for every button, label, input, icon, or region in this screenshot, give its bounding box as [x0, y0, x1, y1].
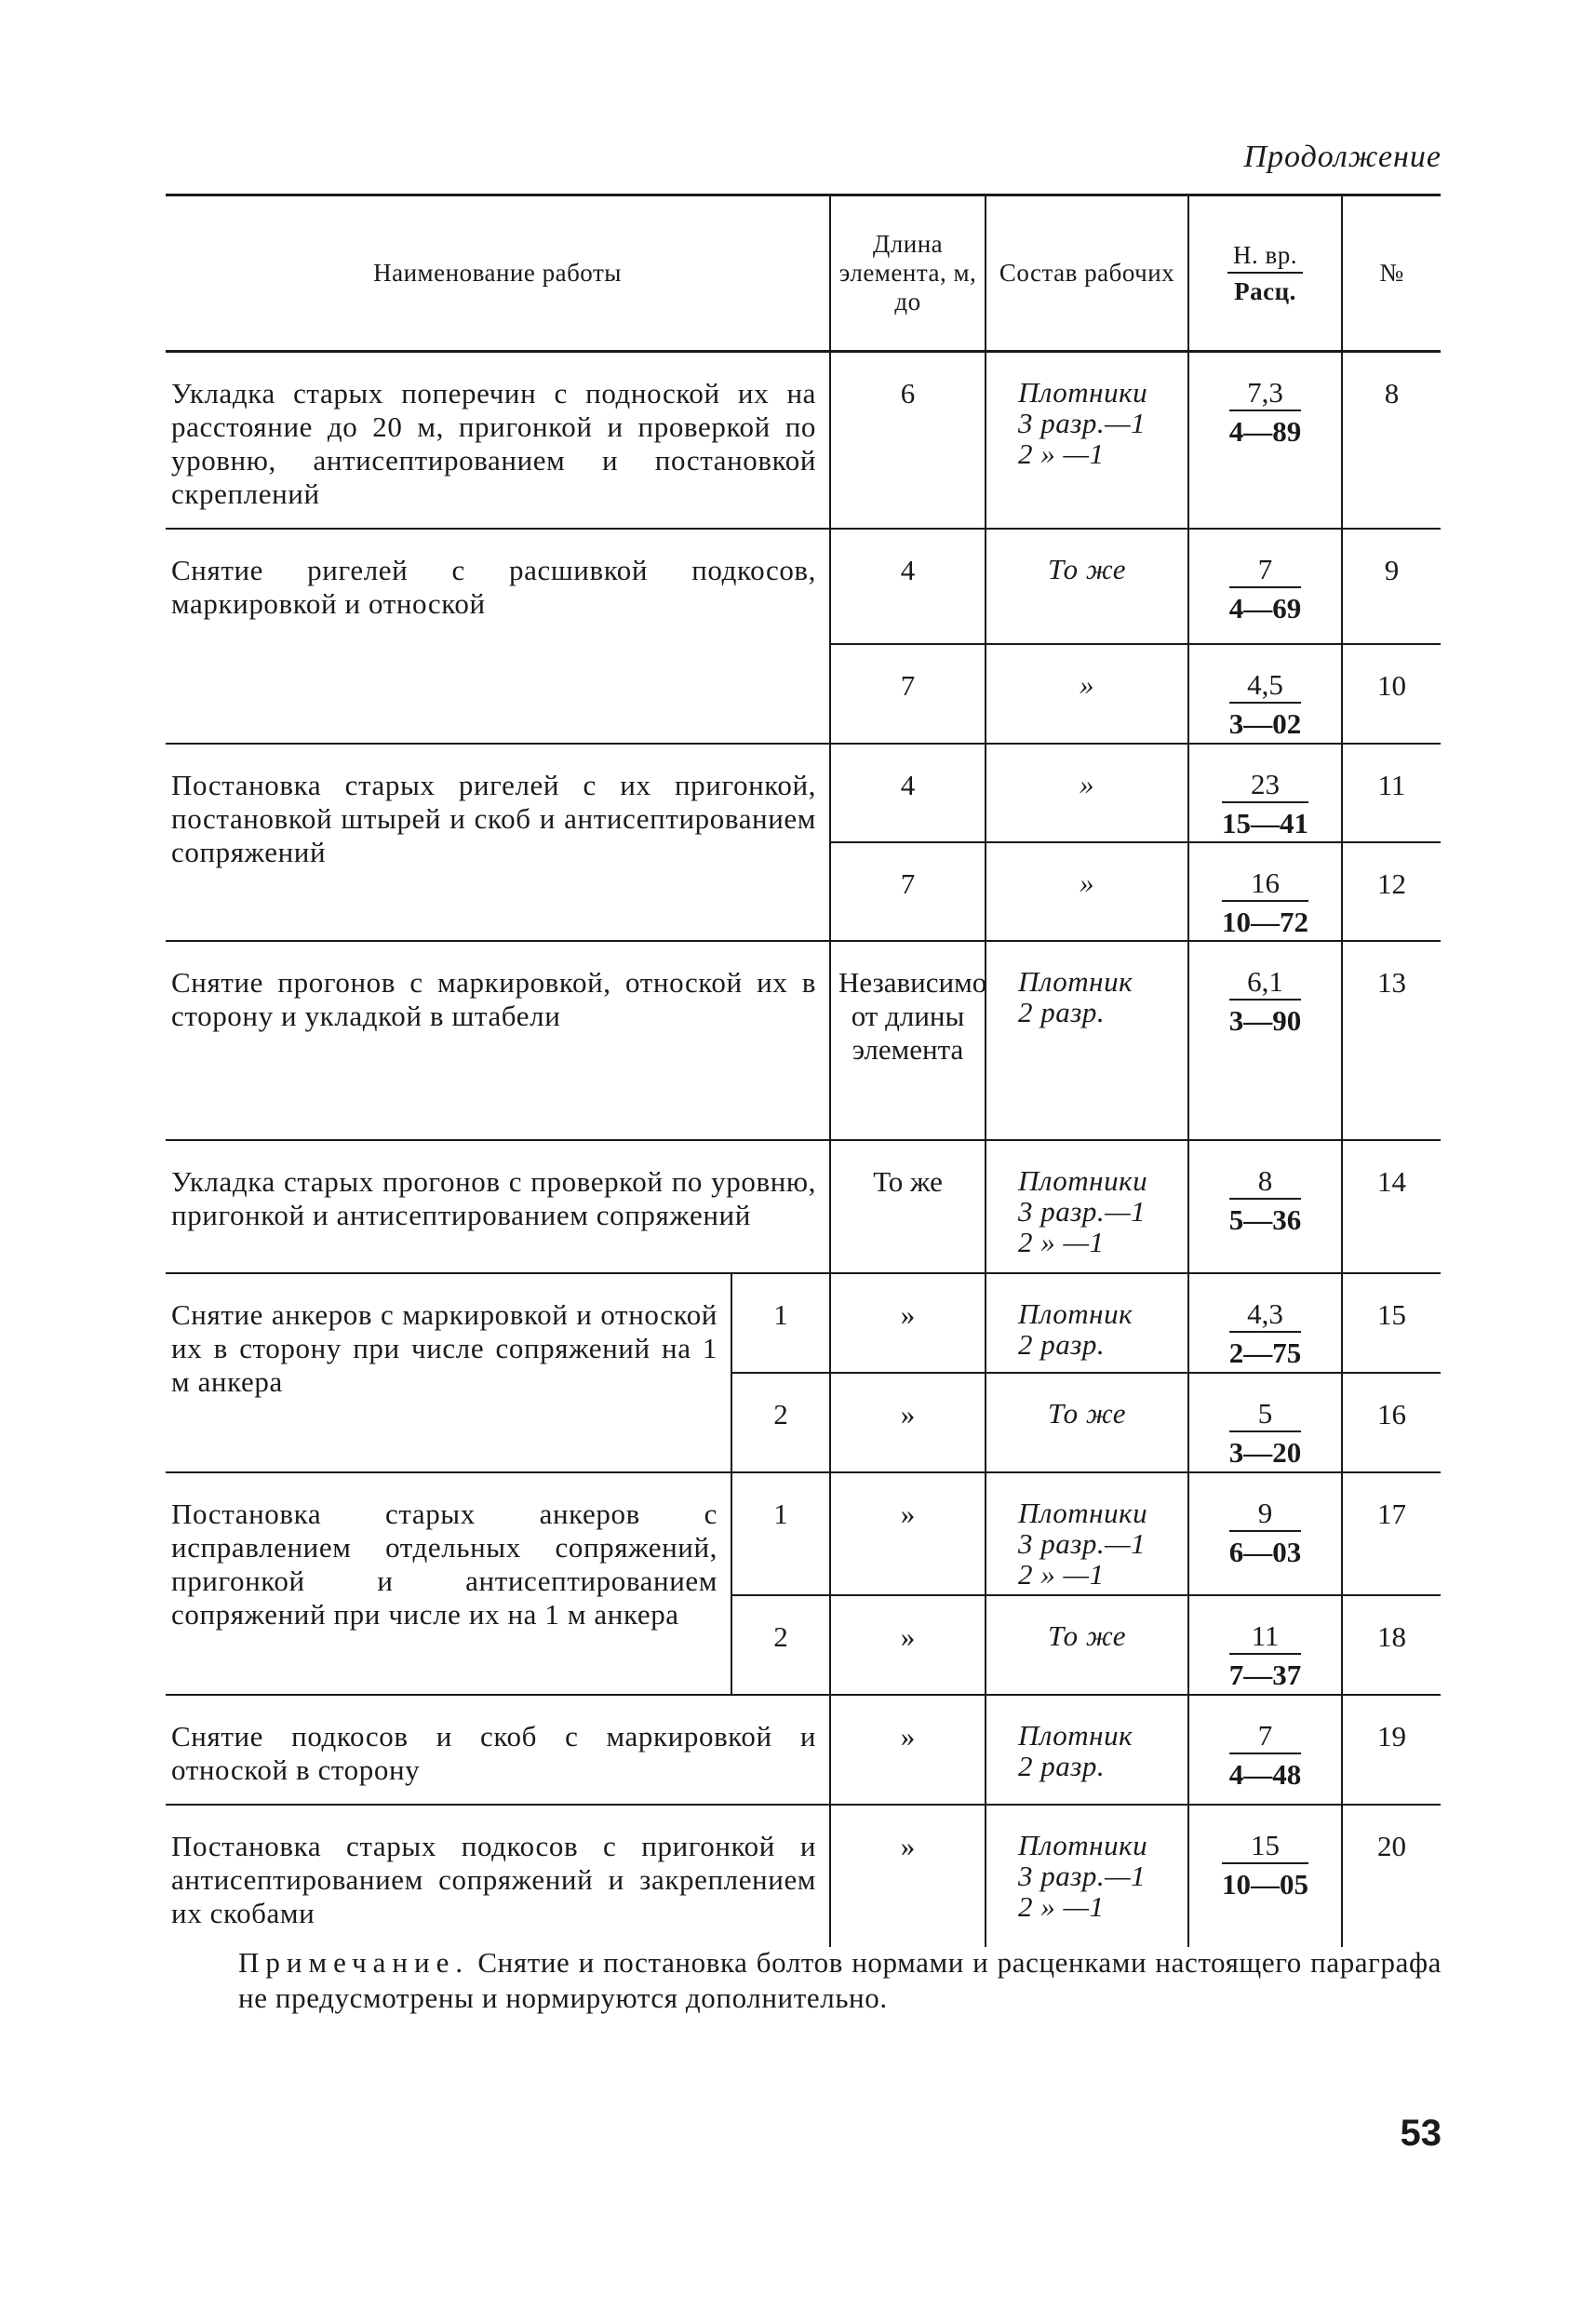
row-number: 10	[1342, 644, 1441, 744]
element-length: Независимо от длины элемента	[830, 941, 986, 1140]
crew-composition	[986, 1695, 1188, 1805]
row-number: 13	[1342, 941, 1441, 1140]
row-number: 9	[1342, 529, 1441, 644]
element-length: »	[830, 1273, 986, 1373]
norm-rate: 3—90	[1228, 1004, 1302, 1037]
norm-time: 4,3	[1229, 1298, 1302, 1333]
norm-rate: 15—41	[1222, 807, 1309, 839]
crew-line: Плотник	[1018, 1297, 1133, 1330]
column-header-norm-time: Н. вр.	[1227, 241, 1303, 274]
norm-time: 16	[1222, 867, 1308, 902]
norm-cell	[1188, 842, 1342, 941]
norm-time: 15	[1222, 1830, 1308, 1864]
crew-line: 2 » —1	[1018, 1558, 1105, 1591]
norm-time: 8	[1229, 1165, 1302, 1200]
table-row	[166, 1472, 1441, 1595]
row-number: 18	[1342, 1595, 1441, 1695]
norm-time: 23	[1222, 769, 1308, 803]
norm-cell	[1188, 644, 1342, 744]
crew-line: 2 разр.	[1018, 1750, 1106, 1782]
element-length: 7	[830, 644, 986, 744]
norm-cell	[1188, 941, 1342, 1140]
work-name: Укладка старых поперечин с подноской их на расстояние до 20 м, пригонкой и проверкой по уровню, антисептированием и постановкой скреплений	[171, 377, 817, 510]
element-length: 6	[830, 352, 986, 530]
work-name: Снятие прогонов с маркировкой, отноской их в сторону и укладкой в штабели	[171, 966, 817, 1032]
crew-line: Плотник	[1018, 965, 1133, 998]
element-length: »	[830, 1373, 986, 1472]
crew-line: Плотники	[1018, 1829, 1148, 1861]
norm-cell	[1188, 1472, 1342, 1595]
norm-time: 9	[1229, 1497, 1302, 1532]
crew-line: Плотник	[1018, 1719, 1133, 1752]
norms-table-container	[166, 194, 1441, 1947]
work-name: Снятие анкеров с маркировкой и отноской их в сторону при числе сопряжений на 1 м анкера	[166, 1273, 731, 1472]
sub-parameter: 1	[731, 1273, 830, 1373]
norm-time: 7	[1229, 1720, 1302, 1754]
norm-time: 7,3	[1229, 377, 1302, 411]
column-header-crew: Состав рабочих	[986, 195, 1188, 352]
norm-rate: 6—03	[1228, 1536, 1302, 1568]
norm-cell	[1188, 1140, 1342, 1273]
crew-composition	[986, 1373, 1188, 1472]
element-length: »	[830, 1695, 986, 1805]
norm-rate: 3—02	[1228, 707, 1302, 740]
element-length: »	[830, 1472, 986, 1595]
element-length: 7	[830, 842, 986, 941]
norm-rate: 3—20	[1228, 1436, 1302, 1469]
crew-composition	[986, 941, 1188, 1140]
element-length: 4	[830, 529, 986, 644]
row-number: 19	[1342, 1695, 1441, 1805]
footnote-text: Снятие и постановка болтов нормами и расценками настоящего параграфа не предусмотрены и нормируются дополнительно.	[238, 1946, 1442, 2014]
crew-line: 2 » —1	[1018, 1226, 1105, 1258]
crew-composition	[986, 644, 1188, 744]
work-name: Постановка старых анкеров с исправлением отдельных сопряжений, пригонкой и антисептированием сопряжений при числе их на 1 м анкера	[166, 1472, 731, 1695]
table-row	[166, 941, 1441, 1140]
table-row	[166, 1695, 1441, 1805]
crew-line: То же	[1047, 1619, 1127, 1652]
table-row	[166, 529, 1441, 644]
norms-table	[166, 194, 1441, 1947]
norm-rate: 4—69	[1228, 592, 1302, 625]
crew-line: 2 » —1	[1018, 1890, 1105, 1923]
sub-parameter: 2	[731, 1595, 830, 1695]
column-header-name: Наименование работы	[166, 195, 830, 352]
crew-composition	[986, 842, 1188, 941]
crew-composition	[986, 1472, 1188, 1595]
norm-time: 4,5	[1229, 669, 1302, 704]
norm-cell	[1188, 1373, 1342, 1472]
norm-rate: 10—72	[1222, 906, 1309, 938]
norm-time: 11	[1229, 1620, 1302, 1655]
norm-time: 5	[1229, 1398, 1302, 1432]
crew-line: »	[1080, 668, 1095, 701]
norm-rate: 10—05	[1222, 1868, 1309, 1900]
crew-line: 3 разр.—1	[1018, 407, 1147, 439]
crew-composition	[986, 1595, 1188, 1695]
footnote-lead: Примечание.	[238, 1946, 470, 1979]
row-number: 8	[1342, 352, 1441, 530]
row-number: 17	[1342, 1472, 1441, 1595]
crew-line: »	[1080, 866, 1095, 899]
footnote	[238, 1945, 1442, 2016]
norm-rate: 2—75	[1228, 1336, 1302, 1369]
crew-line: 3 разр.—1	[1018, 1195, 1147, 1228]
crew-composition	[986, 1805, 1188, 1947]
work-name: Снятие подкосов и скоб с маркировкой и отноской в сторону	[171, 1720, 817, 1786]
norm-cell	[1188, 1595, 1342, 1695]
work-name: Укладка старых прогонов с проверкой по уровню, пригонкой и антисептированием сопряжений	[171, 1165, 817, 1231]
table-row	[166, 744, 1441, 842]
table-row	[166, 1273, 1441, 1373]
page-number: 53	[1400, 2113, 1442, 2154]
norm-cell	[1188, 1805, 1342, 1947]
norm-cell	[1188, 529, 1342, 644]
crew-line: »	[1080, 768, 1095, 800]
element-length: 4	[830, 744, 986, 842]
crew-composition	[986, 529, 1188, 644]
table-row	[166, 1805, 1441, 1947]
row-number: 15	[1342, 1273, 1441, 1373]
norm-rate: 4—89	[1228, 415, 1302, 448]
column-header-norm-rate: Расц.	[1234, 276, 1296, 305]
element-length: То же	[830, 1140, 986, 1273]
crew-line: Плотники	[1018, 376, 1148, 409]
crew-line: 3 разр.—1	[1018, 1527, 1147, 1560]
norm-cell	[1188, 1273, 1342, 1373]
table-row	[166, 352, 1441, 530]
row-number: 12	[1342, 842, 1441, 941]
crew-composition	[986, 1140, 1188, 1273]
norm-time: 7	[1229, 554, 1302, 588]
crew-composition	[986, 352, 1188, 530]
crew-line: Плотники	[1018, 1164, 1148, 1197]
sub-parameter: 1	[731, 1472, 830, 1595]
work-name: Снятие ригелей с расшивкой подкосов, маркировкой и отноской	[166, 529, 830, 744]
element-length: »	[830, 1595, 986, 1695]
column-header-number: №	[1342, 195, 1441, 352]
crew-line: То же	[1047, 553, 1127, 585]
norm-cell	[1188, 744, 1342, 842]
crew-line: 2 разр.	[1018, 1328, 1106, 1361]
work-name: Постановка старых ригелей с их пригонкой, постановкой штырей и скоб и антисептированием сопряжений	[166, 744, 830, 941]
norm-time: 6,1	[1229, 966, 1302, 1001]
crew-composition	[986, 1273, 1188, 1373]
norm-rate: 7—37	[1228, 1659, 1302, 1691]
column-header-norm	[1188, 195, 1342, 352]
row-number: 16	[1342, 1373, 1441, 1472]
crew-composition	[986, 744, 1188, 842]
norm-rate: 5—36	[1228, 1203, 1302, 1236]
crew-line: 3 разр.—1	[1018, 1860, 1147, 1892]
work-name: Постановка старых подкосов с пригонкой и антисептированием сопряжений и закреплением их скобами	[171, 1830, 817, 1929]
crew-line: То же	[1047, 1397, 1127, 1430]
norm-cell	[1188, 352, 1342, 530]
norm-cell	[1188, 1695, 1342, 1805]
column-header-length: Длина элемента, м, до	[830, 195, 986, 352]
norm-rate: 4—48	[1228, 1758, 1302, 1791]
crew-line: 2 разр.	[1018, 996, 1106, 1028]
row-number: 14	[1342, 1140, 1441, 1273]
crew-line: Плотники	[1018, 1497, 1148, 1529]
crew-line: 2 » —1	[1018, 437, 1105, 470]
row-number: 20	[1342, 1805, 1441, 1947]
table-row	[166, 1140, 1441, 1273]
element-length: »	[830, 1805, 986, 1947]
table-header-row	[166, 195, 1441, 352]
sub-parameter: 2	[731, 1373, 830, 1472]
row-number: 11	[1342, 744, 1441, 842]
continuation-label: Продолжение	[1243, 140, 1442, 174]
